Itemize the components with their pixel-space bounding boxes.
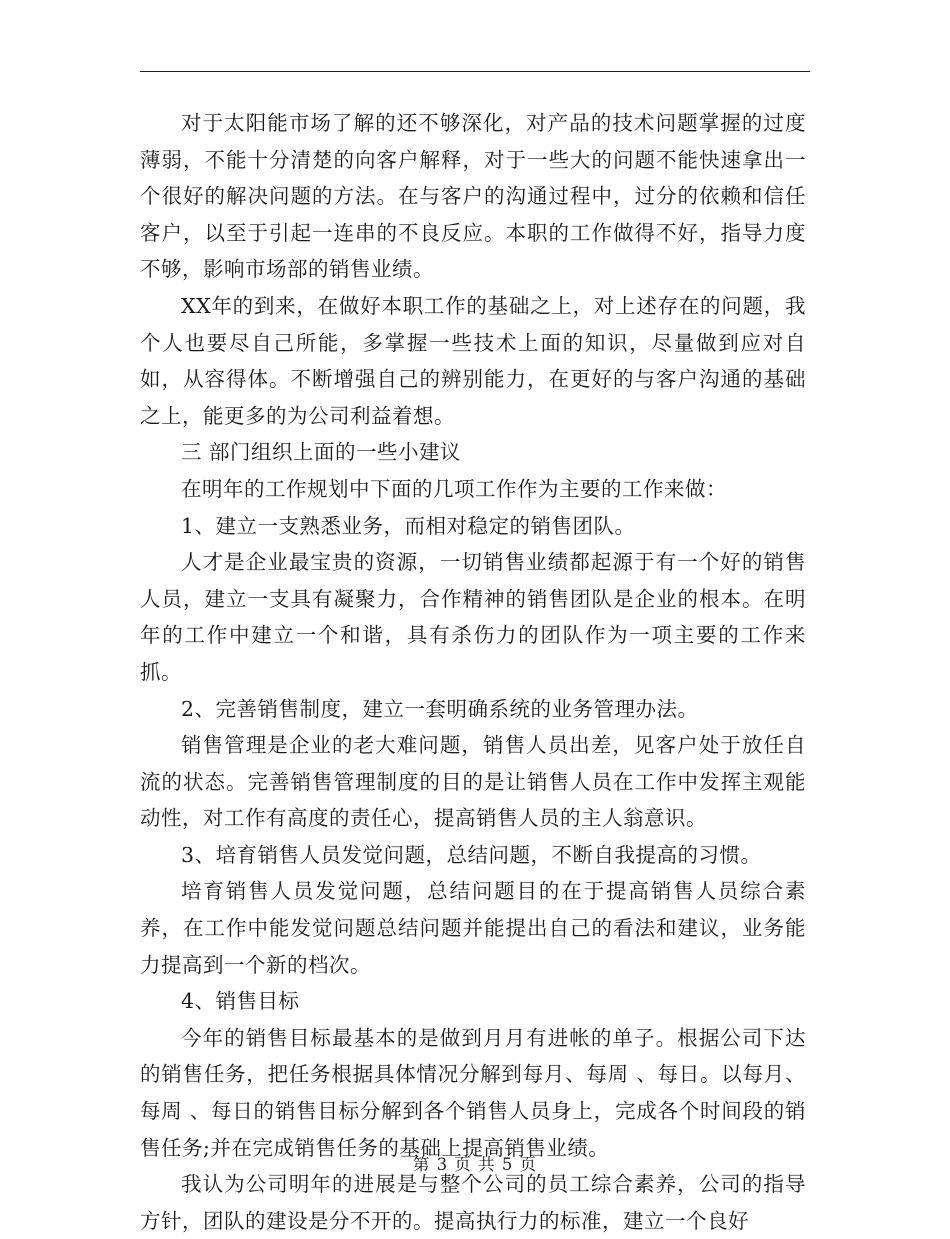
item-heading-1: 1、建立一支熟悉业务，而相对稳定的销售团队。	[181, 513, 636, 538]
paragraph-sales-management: 销售管理是企业的老大难问题，销售人员出差，见客户处于放任自流的状态。完善销售管理制度的目的是让销售人员在工作中发挥主观能动性，对工作有高度的责任心，提高销售人员的主人翁意识。	[140, 733, 806, 831]
paragraph-self-improvement: 培育销售人员发觉问题，总结问题目的在于提高销售人员综合素养，在工作中能发觉问题总结问题并能提出自己的看法和建议，业务能力提高到一个新的档次。	[140, 879, 806, 977]
section-heading-suggestions: 三 部门组织上面的一些小建议	[181, 440, 462, 465]
body-text	[140, 105, 806, 1239]
item-heading-2: 2、完善销售制度，建立一套明确系统的业务管理办法。	[181, 696, 699, 721]
item-heading-4: 4、销售目标	[181, 989, 300, 1014]
page-number-footer: 第 3 页 共 5 页	[412, 1155, 538, 1174]
paragraph-problems: 对于太阳能市场了解的还不够深化，对产品的技术问题掌握的过度薄弱，不能十分清楚的向客户解释，对于一些大的问题不能快速拿出一个很好的解决问题的方法。在与客户的沟通过程中，过分的依赖和信任客户，以至于引起一连串的不良反应。本职的工作做得不好，指导力度不够，影响市场部的销售业绩。	[140, 111, 806, 282]
paragraph-work-plan-intro: 在明年的工作规划中下面的几项工作作为主要的工作来做：	[181, 476, 727, 501]
header-rule	[140, 71, 810, 72]
paragraph-sales-target: 今年的销售目标最基本的是做到月月有进帐的单子。根据公司下达的销售任务，把任务根据具体情况分解到每月、每周 、每日。以每月、每周 、每日的销售目标分解到各个销售人员身上，完成各个时间段的销售任务;并在完成销售任务的基础上提高销售业绩。	[140, 1025, 806, 1160]
item-heading-3: 3、培育销售人员发觉问题，总结问题，不断自我提高的习惯。	[181, 842, 762, 867]
paragraph-company-development: 我认为公司明年的进展是与整个公司的员工综合素养，公司的指导方针，团队的建设是分不开的。提高执行力的标准，建立一个良好	[140, 1172, 806, 1233]
paragraph-team: 人才是企业最宝贵的资源，一切销售业绩都起源于有一个好的销售人员，建立一支具有凝聚力，合作精神的销售团队是企业的根本。在明年的工作中建立一个和谐，具有杀伤力的团队作为一项主要的工作来抓。	[140, 550, 806, 684]
paragraph-next-year-plan: XX年的到来，在做好本职工作的基础之上，对上述存在的问题，我个人也要尽自己所能，多掌握一些技术上面的知识，尽量做到应对自如，从容得体。不断增强自己的辨别能力，在更好的与客户沟通的基础之上，能更多的为公司利益着想。	[140, 293, 806, 428]
